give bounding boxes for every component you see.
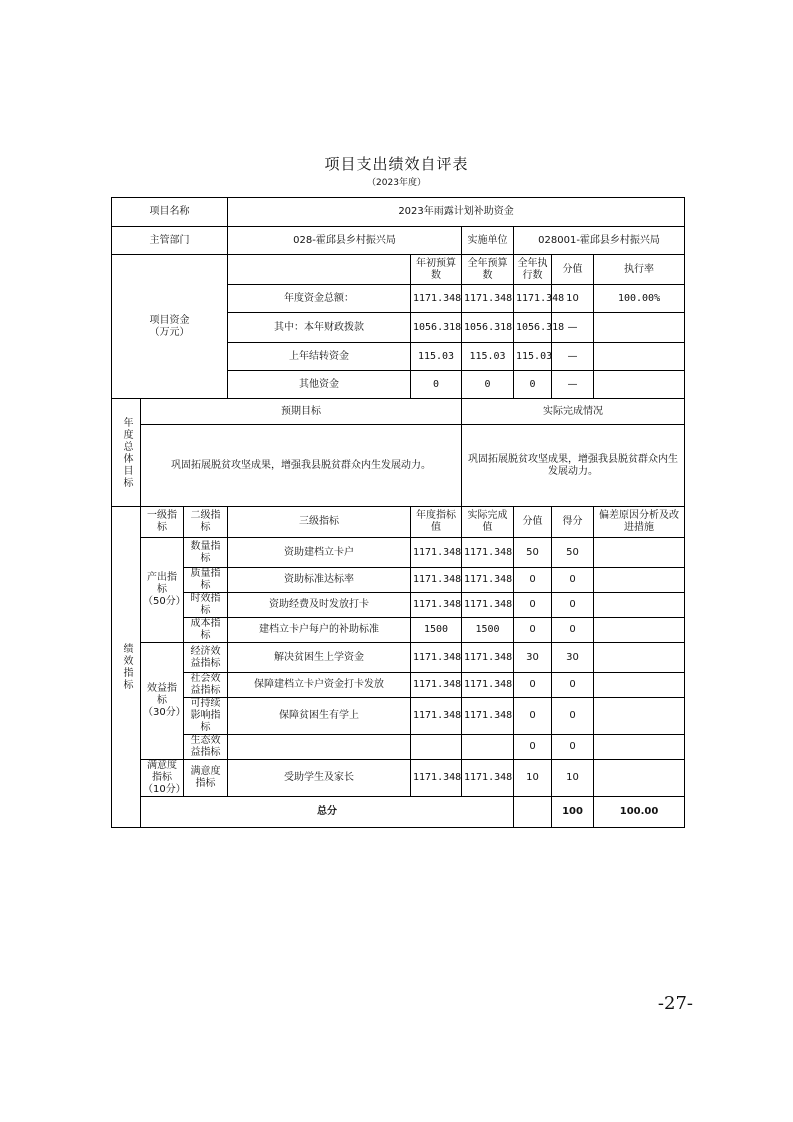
- level1-benefit: 效益指标 （30分）: [141, 643, 184, 760]
- fund-rate: [594, 313, 685, 343]
- actual-done-text: 巩固拓展脱贫攻坚成果，增强我县脱贫群众内生发展动力。: [462, 425, 685, 507]
- page-subtitle: （2023年度）: [367, 178, 426, 188]
- fund-rate: 100.00%: [594, 285, 685, 313]
- impl-unit-label: 实施单位: [462, 227, 514, 255]
- fund-initial: 0: [411, 371, 462, 399]
- fund-header-blank: [228, 255, 411, 285]
- deviation-cell: [594, 673, 685, 698]
- dept-row: [112, 227, 685, 255]
- goal-content-row: [112, 425, 685, 507]
- level1-header: 一级指标: [141, 507, 184, 538]
- fund-score-value: 10: [552, 285, 594, 313]
- deviation-cell: [594, 735, 685, 760]
- col-exec-header: 全年执行数: [514, 255, 552, 285]
- score-value-cell: 0: [514, 618, 552, 643]
- project-name-label: 项目名称: [112, 198, 228, 227]
- level2-cell: 满意度指标: [184, 760, 228, 797]
- indicator-row: [112, 568, 685, 593]
- deviation-cell: [594, 568, 685, 593]
- fund-full: 115.03: [462, 343, 514, 371]
- col-full-header: 全年预算数: [462, 255, 514, 285]
- score-value-cell: 30: [514, 643, 552, 673]
- indicator-row: [112, 760, 685, 797]
- level2-cell: 社会效益指标: [184, 673, 228, 698]
- total-label: 总分: [141, 797, 514, 828]
- target-cell: 1171.348: [411, 643, 462, 673]
- level3-cell: 建档立卡户每户的补助标准: [228, 618, 411, 643]
- perf-indicator-label: 绩效指标: [112, 507, 141, 828]
- target-cell: 1171.348: [411, 593, 462, 618]
- deviation-cell: [594, 538, 685, 568]
- deviation-cell: [594, 760, 685, 797]
- deviation-cell: [594, 618, 685, 643]
- indicator-row: [112, 593, 685, 618]
- score-cell: 0: [552, 618, 594, 643]
- dept-label: 主管部门: [112, 227, 228, 255]
- target-cell: 1500: [411, 618, 462, 643]
- score-value-cell: 0: [514, 698, 552, 735]
- indicator-row: [112, 673, 685, 698]
- evaluation-table: [111, 197, 685, 828]
- score-value-cell: 0: [514, 673, 552, 698]
- level3-cell: 资助经费及时发放打卡: [228, 593, 411, 618]
- expected-goal-header: 预期目标: [141, 399, 462, 425]
- level2-cell: 质量指标: [184, 568, 228, 593]
- deviation-cell: [594, 698, 685, 735]
- fund-full: 1056.318: [462, 313, 514, 343]
- fund-exec: 115.03: [514, 343, 552, 371]
- fund-initial: 1056.318: [411, 313, 462, 343]
- level3-cell: 资助标准达标率: [228, 568, 411, 593]
- target-cell: 1171.348: [411, 538, 462, 568]
- total-row: [112, 797, 685, 828]
- score-value-cell: 0: [514, 593, 552, 618]
- fund-full: 0: [462, 371, 514, 399]
- level2-cell: 时效指标: [184, 593, 228, 618]
- target-cell: 1171.348: [411, 698, 462, 735]
- level2-cell: 可持续影响指标: [184, 698, 228, 735]
- score-cell: 0: [552, 735, 594, 760]
- level3-cell: [228, 735, 411, 760]
- actual-cell: 1171.348: [462, 698, 514, 735]
- page-title: 项目支出绩效自评表: [324, 155, 469, 173]
- annual-target-header: 年度指标值: [411, 507, 462, 538]
- level2-cell: 数量指标: [184, 538, 228, 568]
- target-cell: [411, 735, 462, 760]
- score-value-cell: 0: [514, 735, 552, 760]
- score-cell: 0: [552, 673, 594, 698]
- dept-value: 028-霍邱县乡村振兴局: [228, 227, 462, 255]
- expected-goal-text: 巩固拓展脱贫攻坚成果，增强我县脱贫群众内生发展动力。: [141, 425, 462, 507]
- indicator-row: [112, 643, 685, 673]
- level1-satisfaction: 满意度指标（10分）: [141, 760, 184, 797]
- level2-cell: 生态效益指标: [184, 735, 228, 760]
- target-cell: 1171.348: [411, 673, 462, 698]
- impl-unit-value: 028001-霍邱县乡村振兴局: [514, 227, 685, 255]
- level3-cell: 解决贫困生上学资金: [228, 643, 411, 673]
- actual-cell: 1171.348: [462, 760, 514, 797]
- fund-full: 1171.348: [462, 285, 514, 313]
- actual-done-header: 实际完成情况: [462, 399, 685, 425]
- fund-row-label: 其他资金: [228, 371, 411, 399]
- actual-cell: [462, 735, 514, 760]
- level2-header: 二级指标: [184, 507, 228, 538]
- score-value-header: 分值: [514, 507, 552, 538]
- score-cell: 10: [552, 760, 594, 797]
- level2-cell: 成本指标: [184, 618, 228, 643]
- level2-cell: 经济效益指标: [184, 643, 228, 673]
- actual-cell: 1171.348: [462, 593, 514, 618]
- target-cell: 1171.348: [411, 760, 462, 797]
- score-value-cell: 0: [514, 568, 552, 593]
- deviation-cell: [594, 643, 685, 673]
- score-value-cell: 10: [514, 760, 552, 797]
- project-name-row: [112, 198, 685, 227]
- indicator-header-row: [112, 507, 685, 538]
- col-initial-header: 年初预算数: [411, 255, 462, 285]
- fund-exec: 0: [514, 371, 552, 399]
- score-cell: 0: [552, 698, 594, 735]
- goal-header-row: [112, 399, 685, 425]
- indicator-row: [112, 538, 685, 568]
- actual-cell: 1171.348: [462, 568, 514, 593]
- project-name-value: 2023年雨露计划补助资金: [228, 198, 685, 227]
- fund-score-value: —: [552, 313, 594, 343]
- level3-cell: 保障贫困生有学上: [228, 698, 411, 735]
- page-number: -27-: [657, 993, 693, 1014]
- score-cell: 50: [552, 538, 594, 568]
- total-score-value: 100: [552, 797, 594, 828]
- level1-output: 产出指标 （50分）: [141, 538, 184, 643]
- fund-row-label: 年度资金总额：: [228, 285, 411, 313]
- fund-rate: [594, 343, 685, 371]
- indicator-row: [112, 698, 685, 735]
- level3-cell: 保障建档立卡户资金打卡发放: [228, 673, 411, 698]
- fund-initial: 115.03: [411, 343, 462, 371]
- total-score: 100.00: [594, 797, 685, 828]
- fund-score-value: —: [552, 343, 594, 371]
- fund-exec: 1171.348: [514, 285, 552, 313]
- fund-score-value: —: [552, 371, 594, 399]
- score-cell: 30: [552, 643, 594, 673]
- col-score-value-header: 分值: [552, 255, 594, 285]
- score-value-cell: 50: [514, 538, 552, 568]
- total-blank: [514, 797, 552, 828]
- fund-rate: [594, 371, 685, 399]
- actual-cell: 1171.348: [462, 673, 514, 698]
- fund-initial: 1171.348: [411, 285, 462, 313]
- level3-cell: 资助建档立卡户: [228, 538, 411, 568]
- level3-header: 三级指标: [228, 507, 411, 538]
- score-cell: 0: [552, 568, 594, 593]
- col-rate-header: 执行率: [594, 255, 685, 285]
- actual-cell: 1171.348: [462, 538, 514, 568]
- actual-cell: 1500: [462, 618, 514, 643]
- fund-header-row: [112, 255, 685, 285]
- level3-cell: 受助学生及家长: [228, 760, 411, 797]
- actual-value-header: 实际完成值: [462, 507, 514, 538]
- fund-label: 项目资金 （万元）: [112, 255, 228, 399]
- deviation-header: 偏差原因分析及改进措施: [594, 507, 685, 538]
- fund-row-label: 其中：本年财政拨款: [228, 313, 411, 343]
- target-cell: 1171.348: [411, 568, 462, 593]
- fund-exec: 1056.318: [514, 313, 552, 343]
- score-header: 得分: [552, 507, 594, 538]
- deviation-cell: [594, 593, 685, 618]
- score-cell: 0: [552, 593, 594, 618]
- fund-row-label: 上年结转资金: [228, 343, 411, 371]
- indicator-row: [112, 618, 685, 643]
- annual-goal-label: 年度总体目标: [112, 399, 141, 507]
- indicator-row: [112, 735, 685, 760]
- actual-cell: 1171.348: [462, 643, 514, 673]
